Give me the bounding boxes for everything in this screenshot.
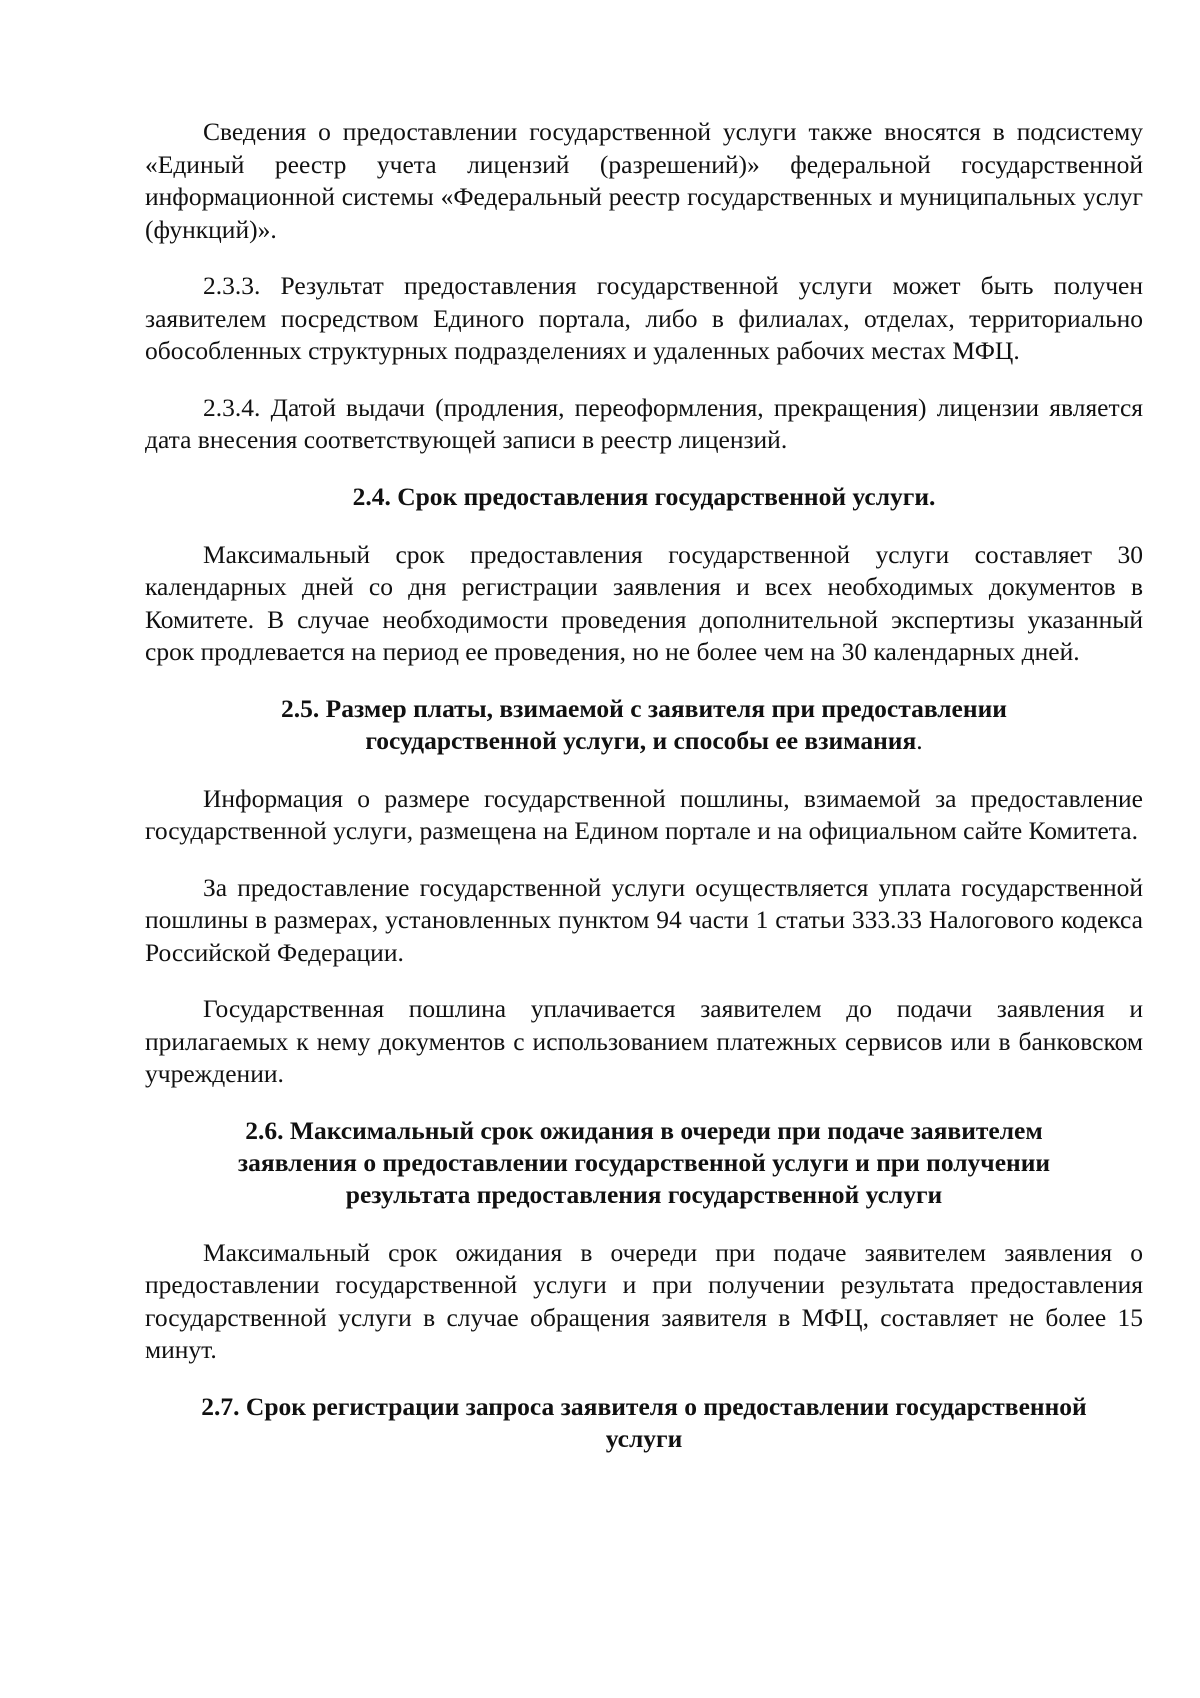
heading-2-4 xyxy=(145,481,1143,513)
heading-line-text: государственной услуги, и способы ее взимания xyxy=(365,725,917,755)
para-max-term: Максимальный срок предоставления государственной услуги составляет 30 календарных дней со дня регистрации заявления и всех необходимых документов в Комитете. В случае необходимости проведения дополнительной экспертизы указанный срок продлевается на период ее проведения, но не более чем на 30 календарных дней. xyxy=(145,539,1143,666)
heading-tail-period: . xyxy=(916,725,923,755)
para-2-3-3: 2.3.3. Результат предоставления государственной услуги может быть получен заявителем посредством Единого портала, либо в филиалах, отделах, территориально обособленных структурных подразделениях и удаленных рабочих местах МФЦ. xyxy=(145,271,1143,365)
para-queue-time: Максимальный срок ожидания в очереди при подаче заявителем заявления о предоставлении государственной услуги и при получении результата предоставления государственной услуги в случае обращения заявителя в МФЦ, составляет не более 15 минут. xyxy=(145,1237,1143,1364)
para-fee-info: Информация о размере государственной пошлины, взимаемой за предоставление государственной услуги, размещена на Едином портале и на официальном сайте Комитета. xyxy=(145,783,1143,845)
heading-line: 2.6. Максимальный срок ожидания в очереди при подаче заявителем xyxy=(245,1115,1043,1145)
heading-line: заявления о предоставлении государственной услуги и при получении xyxy=(237,1147,1051,1177)
para-fee-payment: За предоставление государственной услуги осуществляется уплата государственной пошлины в размерах, установленных пунктом 94 части 1 статьи 333.33 Налогового кодекса Российской Федерации. xyxy=(145,872,1143,967)
para-2-3-4: 2.3.4. Датой выдачи (продления, переоформления, прекращения) лицензии является дата внесения соответствующей записи в реестр лицензий. xyxy=(145,392,1143,454)
heading-2-7 xyxy=(145,1391,1143,1455)
document-page xyxy=(145,116,1143,1481)
heading-line: результата предоставления государственной услуги xyxy=(345,1179,943,1209)
para-registry-info: Сведения о предоставлении государственной услуги также вносятся в подсистему «Единый реестр учета лицензий (разрешений)» федеральной государственной информационной системы «Федеральный реестр государственных и муниципальных услуг (функций)». xyxy=(145,117,1143,244)
heading-line: 2.7. Срок регистрации запроса заявителя о предоставлении государственной xyxy=(201,1391,1087,1421)
para-fee-timing: Государственная пошлина уплачивается заявителем до подачи заявления и прилагаемых к нему документов с использованием платежных сервисов или в банковском учреждении. xyxy=(145,994,1143,1088)
heading-2-6 xyxy=(145,1115,1143,1211)
heading-2-5 xyxy=(145,693,1143,757)
heading-line: 2.4. Срок предоставления государственной услуги. xyxy=(352,481,936,511)
heading-line-with-tail xyxy=(145,725,1143,757)
heading-line: 2.5. Размер платы, взимаемой с заявителя при предоставлении xyxy=(281,693,1007,723)
heading-line: услуги xyxy=(605,1423,683,1453)
